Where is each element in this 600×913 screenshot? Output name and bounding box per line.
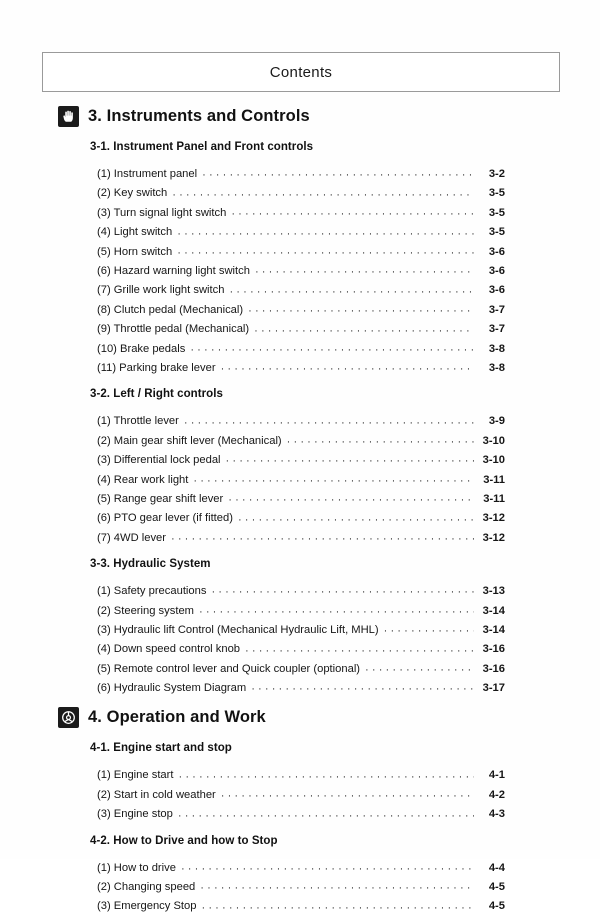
dot-leader — [177, 227, 474, 238]
toc-entry-label: (7) Grille work light switch — [97, 284, 225, 297]
toc-entry[interactable] — [97, 297, 505, 316]
toc-entry[interactable] — [97, 486, 505, 505]
toc-entry[interactable] — [97, 617, 505, 636]
toc-entry-label: (6) Hazard warning light switch — [97, 265, 250, 278]
dot-leader — [245, 644, 474, 655]
toc-entry-label: (2) Changing speed — [97, 881, 196, 894]
toc-entry-label: (3) Emergency Stop — [97, 900, 197, 913]
toc-entry-label: (7) 4WD lever — [97, 531, 166, 544]
toc-entry-label: (6) Hydraulic System Diagram — [97, 682, 247, 695]
toc-entry-label: (1) Instrument panel — [97, 168, 198, 181]
toc-entry[interactable] — [97, 336, 505, 355]
toc-entry-label: (9) Throttle pedal (Mechanical) — [97, 323, 250, 336]
toc-entry-page-number: 3-11 — [483, 473, 505, 486]
toc-entry[interactable] — [97, 855, 505, 874]
toc-entry-page-number: 3-17 — [482, 682, 505, 695]
dot-leader — [254, 324, 474, 335]
dot-leader — [255, 265, 474, 276]
toc-entry-label: (2) Start in cold weather — [97, 788, 216, 801]
toc-entry[interactable] — [97, 893, 505, 912]
section-heading[interactable]: 4-1. Engine start and stop — [90, 742, 232, 755]
toc-entry[interactable] — [97, 466, 505, 485]
toc-entry-page-number: 3-2 — [488, 168, 505, 181]
dot-leader — [171, 532, 474, 543]
section-heading[interactable]: 3-1. Instrument Panel and Front controls — [90, 141, 314, 153]
dot-leader — [365, 663, 474, 674]
toc-entry-page-number: 4-2 — [488, 788, 505, 801]
dot-leader — [199, 605, 474, 616]
chapter-heading[interactable] — [58, 707, 600, 728]
toc-entry-label: (1) How to drive — [97, 861, 176, 874]
toc-entry-label: (4) Light switch — [97, 226, 173, 239]
toc-entry-label: (3) Differential lock pedal — [97, 454, 221, 467]
toc-entry-page-number: 3-6 — [488, 245, 505, 258]
toc-entry[interactable] — [97, 219, 505, 238]
toc-entry-page-number: 3-7 — [488, 303, 505, 316]
chapter-title: 3. Instruments and Controls — [88, 107, 310, 125]
dot-leader — [384, 624, 474, 635]
dot-leader — [177, 246, 474, 257]
dot-leader — [181, 862, 474, 873]
toc-entry[interactable] — [97, 200, 505, 219]
toc-entry-list — [0, 408, 600, 544]
toc-entry[interactable] — [97, 782, 505, 801]
toc-entry-label: (3) Turn signal light switch — [97, 206, 227, 219]
toc-entry-page-number: 3-14 — [482, 623, 505, 636]
dot-leader — [231, 207, 474, 218]
toc-entry[interactable] — [97, 597, 505, 616]
toc-entry-page-number: 3-11 — [483, 492, 505, 505]
toc-entry[interactable] — [97, 316, 505, 335]
dot-leader — [229, 285, 474, 296]
toc-entry-page-number: 3-5 — [488, 226, 505, 239]
toc-entry-page-number: 3-8 — [488, 361, 505, 374]
dot-leader — [251, 682, 474, 693]
dot-leader — [178, 809, 474, 820]
toc-entry-label: (5) Remote control lever and Quick coupler (optional) — [97, 662, 361, 675]
toc-entry-page-number: 3-10 — [482, 434, 505, 447]
dot-leader — [202, 901, 475, 912]
toc-entry-page-number: 3-5 — [488, 206, 505, 219]
toc-entry-page-number: 3-7 — [488, 323, 505, 336]
table-of-contents — [0, 100, 600, 913]
toc-entry[interactable] — [97, 675, 505, 694]
toc-entry-page-number: 3-16 — [482, 662, 505, 675]
toc-entry-page-number: 3-6 — [488, 284, 505, 297]
toc-entry-page-number: 3-8 — [488, 342, 505, 355]
toc-entry-label: (4) Down speed control knob — [97, 643, 241, 656]
toc-entry-label: (5) Horn switch — [97, 245, 173, 258]
contents-header-box — [42, 52, 560, 92]
dot-leader — [190, 343, 474, 354]
toc-entry-page-number: 3-12 — [482, 531, 505, 544]
toc-entry[interactable] — [97, 161, 505, 180]
toc-entry[interactable] — [97, 578, 505, 597]
dot-leader — [178, 770, 474, 781]
toc-entry[interactable] — [97, 277, 505, 296]
toc-entry-page-number: 4-5 — [488, 900, 505, 913]
toc-entry[interactable] — [97, 525, 505, 544]
hand-icon — [58, 106, 79, 127]
toc-entry[interactable] — [97, 428, 505, 447]
toc-entry-label: (4) Rear work light — [97, 473, 189, 486]
toc-entry-label: (6) PTO gear lever (if fitted) — [97, 512, 233, 525]
toc-entry[interactable] — [97, 505, 505, 524]
toc-entry-page-number: 3-6 — [488, 265, 505, 278]
section-heading[interactable]: 3-2. Left / Right controls — [90, 388, 223, 401]
toc-entry-page-number: 4-5 — [488, 881, 505, 894]
toc-entry-list — [0, 762, 600, 820]
toc-entry-label: (3) Hydraulic lift Control (Mechanical Hydraulic Lift, MHL) — [97, 623, 379, 636]
toc-entry-label: (2) Main gear shift lever (Mechanical) — [97, 434, 282, 447]
toc-entry-page-number: 3-9 — [488, 415, 505, 428]
dot-leader — [211, 585, 474, 596]
dot-leader — [172, 188, 474, 199]
toc-entry-label: (2) Steering system — [97, 604, 194, 617]
dot-leader — [221, 362, 474, 373]
toc-entry-page-number: 3-12 — [482, 512, 505, 525]
toc-entry-label: (1) Engine start — [97, 769, 174, 782]
toc-entry-list — [0, 855, 600, 913]
toc-entry[interactable] — [97, 408, 505, 427]
toc-entry-page-number: 3-13 — [482, 585, 505, 598]
dot-leader — [193, 474, 474, 485]
toc-entry[interactable] — [97, 239, 505, 258]
toc-entry-label: (2) Key switch — [97, 187, 168, 200]
section-heading[interactable]: 4-2. How to Drive and how to Stop — [90, 834, 278, 847]
dot-leader — [221, 789, 474, 800]
toc-entry-label: (1) Throttle lever — [97, 415, 179, 428]
toc-entry-page-number: 3-16 — [482, 643, 505, 656]
toc-entry-page-number: 3-10 — [482, 454, 505, 467]
toc-entry-list — [0, 578, 600, 694]
toc-entry[interactable] — [97, 801, 505, 820]
toc-entry-label: (1) Safety precautions — [97, 585, 207, 598]
section-heading[interactable]: 3-3. Hydraulic System — [90, 558, 211, 571]
dot-leader — [228, 493, 474, 504]
toc-entry[interactable] — [97, 636, 505, 655]
toc-entry[interactable] — [97, 180, 505, 199]
toc-entry[interactable] — [97, 355, 505, 374]
toc-entry-label: (8) Clutch pedal (Mechanical) — [97, 303, 244, 316]
toc-entry-page-number: 4-3 — [488, 808, 505, 821]
toc-entry-label: (3) Engine stop — [97, 808, 173, 821]
toc-entry[interactable] — [97, 874, 505, 893]
chapter-heading[interactable] — [58, 106, 600, 127]
dot-leader — [202, 168, 474, 179]
page-title: Contents — [269, 63, 333, 81]
toc-entry-label: (10) Brake pedals — [97, 342, 186, 355]
toc-entry-page-number: 3-5 — [488, 187, 505, 200]
toc-entry-list — [0, 161, 600, 374]
dot-leader — [248, 304, 474, 315]
dot-leader — [226, 454, 474, 465]
dot-leader — [238, 513, 474, 524]
chapter-title: 4. Operation and Work — [88, 708, 266, 727]
toc-entry-page-number: 3-14 — [482, 604, 505, 617]
toc-entry-page-number: 4-4 — [488, 861, 505, 874]
steering-wheel-icon — [58, 707, 79, 728]
toc-entry-label: (11) Parking brake lever — [97, 361, 216, 374]
toc-entry[interactable] — [97, 656, 505, 675]
chapter-spacer — [0, 694, 600, 701]
dot-leader — [287, 435, 474, 446]
toc-entry[interactable] — [97, 447, 505, 466]
dot-leader — [200, 881, 474, 892]
toc-entry[interactable] — [97, 258, 505, 277]
toc-entry[interactable] — [97, 762, 505, 781]
toc-entry-label: (5) Range gear shift lever — [97, 492, 224, 505]
dot-leader — [184, 416, 474, 427]
toc-entry-page-number: 4-1 — [488, 769, 505, 782]
